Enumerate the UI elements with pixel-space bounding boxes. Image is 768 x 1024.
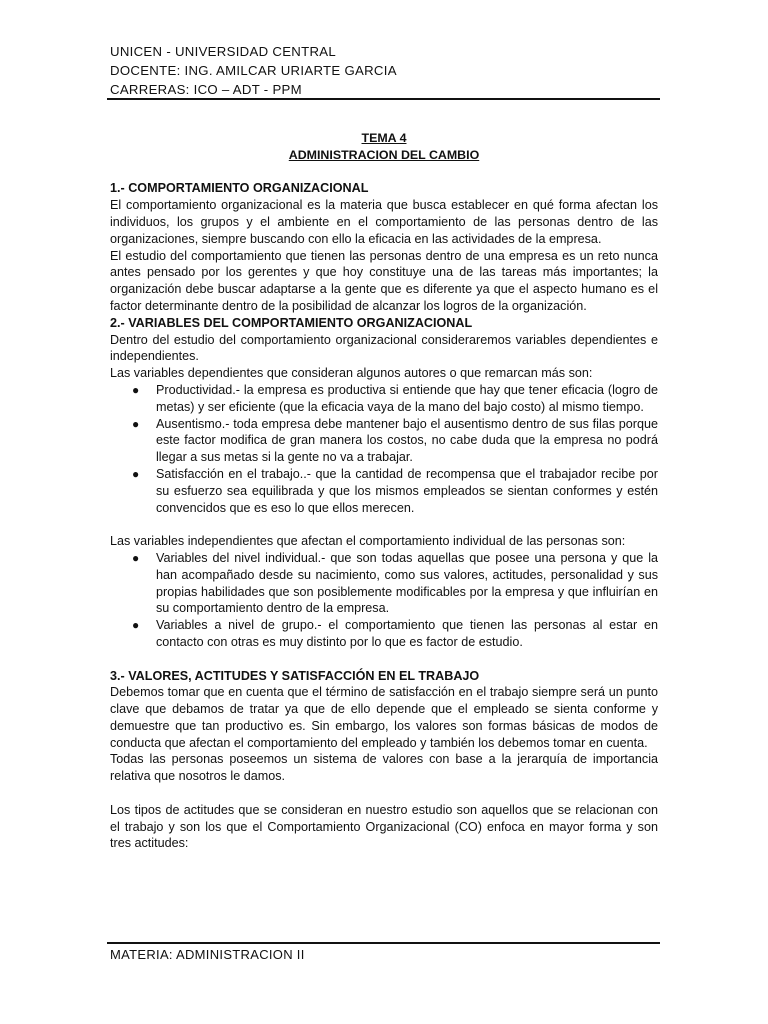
list-item-text: Ausentismo.- toda empresa debe mantener bajo el ausentismo dentro de sus filas porque este factor modifica de gran manera los costos, no cabe duda que la empresa no podrá llegar a sus metas si la gente no va a trabajar. <box>156 416 658 465</box>
document-body <box>110 130 658 852</box>
bullet-icon: ● <box>132 416 140 431</box>
section-1-paragraph-1: El comportamiento organizacional es la materia que busca establecer en qué forma afectan los individuos, los grupos y el ambiente en el comportamiento de las personas dentro de las organizaciones, siempre buscando con ello la eficacia en las actividades de la empresa. <box>110 198 658 246</box>
section-2-heading: 2.- VARIABLES DEL COMPORTAMIENTO ORGANIZACIONAL <box>110 315 473 330</box>
list-item-text: Variables del nivel individual.- que son todas aquellas que posee una persona y que la han acompañado desde su nacimiento, como sus valores, actitudes, personalidad y sus propias habilidades que son posiblemente modificables por la empresa y que influirían en su comportamiento dentro de la empresa. <box>156 550 658 616</box>
dependent-variables-list <box>110 382 658 516</box>
list-item <box>110 617 658 651</box>
list-item <box>110 416 658 466</box>
section-3-paragraph-1: Debemos tomar que en cuenta que el término de satisfacción en el trabajo siempre será un punto clave que debamos de tratar ya que de ello depende que el empleado se sienta conforme y demuestre que tan productivo es. Sin embargo, los valores son formas básicas de modos de conducta que afectan el comportamiento del empleado y también los debemos tomar en cuenta. <box>110 685 658 750</box>
page-header <box>110 42 660 99</box>
topic-number: TEMA 4 <box>361 131 407 145</box>
section-1-paragraph-2: El estudio del comportamiento que tienen las personas dentro de una empresa es un reto nunca antes pensado por los gerentes y que hoy constituye una de las tareas más importantes; la organización debe buscar adaptarse a la gente que es diferente ya que el aspecto humano es el factor determinante dentro de la posibilidad de alcanzar los logros de la organización. <box>110 248 658 313</box>
section-1-heading: 1.- COMPORTAMIENTO ORGANIZACIONAL <box>110 181 369 196</box>
section-3-heading: 3.- VALORES, ACTITUDES Y SATISFACCIÓN EN EL TRABAJO <box>110 668 480 683</box>
bullet-icon: ● <box>132 382 140 397</box>
spacer <box>110 651 658 668</box>
section-3-paragraph-3: Los tipos de actitudes que se consideran en nuestro estudio son aquellos que se relacionan con el trabajo y son los que el Comportamiento Organizacional (CO) enfoca en mayor forma y son tres actitudes: <box>110 802 658 851</box>
list-item <box>110 382 658 416</box>
independent-variables-list <box>110 550 658 651</box>
list-item-text: Satisfacción en el trabajo..- que la cantidad de recompensa que el trabajador recibe por su esfuerzo sea equilibrada y que los mismos empleados se sientan conformes y estén convencidos que es eso lo que ellos merecen. <box>156 466 658 515</box>
section-2-paragraph-3: Las variables independientes que afectan el comportamiento individual de las personas son: <box>110 534 626 549</box>
section-2-paragraph-2: Las variables dependientes que consideran algunos autores o que remarcan más son: <box>110 366 593 381</box>
header-teacher: DOCENTE: ING. AMILCAR URIARTE GARCIA <box>110 63 397 78</box>
bullet-icon: ● <box>132 550 140 565</box>
section-2-paragraph-1: Dentro del estudio del comportamiento organizacional consideraremos variables dependientes e independientes. <box>110 332 658 364</box>
spacer <box>110 516 658 533</box>
section-3-paragraph-2: Todas las personas poseemos un sistema de valores con base a la jerarquía de importancia relativa que nosotros le damos. <box>110 752 658 784</box>
list-item-text: Variables a nivel de grupo.- el comportamiento que tienen las personas al estar en contacto con otras es muy distinto por lo que es factor de estudio. <box>156 618 658 649</box>
list-item <box>110 466 658 516</box>
list-item-text: Productividad.- la empresa es productiva si entiende que hay que tener eficacia (logro de metas) y ser eficiente (que la eficacia vaya de la mano del bajo costo) al mismo tiempo. <box>156 382 658 414</box>
header-careers: CARRERAS: ICO – ADT - PPM <box>110 82 302 97</box>
header-university: UNICEN - UNIVERSIDAD CENTRAL <box>110 44 337 59</box>
topic-title: ADMINISTRACION DEL CAMBIO <box>288 147 480 162</box>
list-item <box>110 550 658 617</box>
spacer <box>110 785 658 802</box>
spacer <box>110 164 658 181</box>
bullet-icon: ● <box>132 618 140 633</box>
footer-divider <box>107 942 660 944</box>
bullet-icon: ● <box>132 466 140 481</box>
header-divider <box>107 98 660 100</box>
page-footer: MATERIA: ADMINISTRACION II <box>110 947 305 962</box>
